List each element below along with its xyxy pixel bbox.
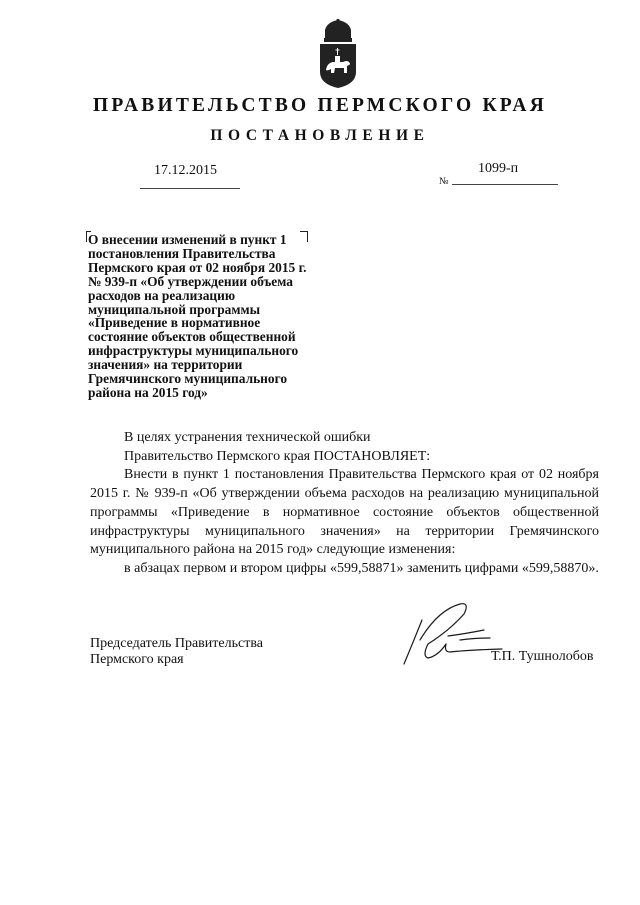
subject-line: «Приведение в нормативное — [88, 315, 261, 331]
subject-line: № 939-п «Об утверждении объема — [88, 273, 293, 289]
subject-line: района на 2015 год» — [88, 384, 208, 400]
document-date: 17.12.2015 — [154, 163, 217, 178]
subject-line: состояние объектов общественной — [88, 329, 296, 345]
coat-of-arms-icon — [317, 18, 359, 90]
signer-position-line: Председатель Правительства — [90, 636, 263, 651]
subject-line: инфраструктуры муниципального — [88, 343, 299, 359]
number-sign: № — [439, 176, 449, 187]
government-title: ПРАВИТЕЛЬСТВО ПЕРМСКОГО КРАЯ — [93, 95, 547, 116]
subject-line: Пермского края от 02 ноября 2015 г. — [88, 259, 307, 275]
date-underline — [140, 188, 240, 189]
subject-line: муниципальной программы — [88, 301, 261, 317]
body-paragraph-resolves: Правительство Пермского края ПОСТАНОВЛЯЕТ: — [124, 448, 431, 464]
subject-line: О внесении изменений в пункт 1 — [88, 232, 287, 247]
subject-line: значения» на территории — [88, 357, 243, 373]
subject-line: постановления Правительства — [88, 245, 276, 261]
signer-position — [90, 636, 263, 667]
body-paragraph-reason: В целях устранения технической ошибки — [124, 430, 371, 445]
signer-position-line: Пермского края — [90, 651, 184, 667]
body-paragraph-change: в абзацах первом и втором цифры «599,58871» заменить цифрами «599,58870». — [124, 560, 599, 576]
document-body — [90, 429, 599, 579]
number-underline — [452, 184, 558, 185]
subject-line: Гремячинского муниципального — [88, 371, 288, 387]
document-subject — [88, 233, 350, 400]
document-type: ПОСТАНОВЛЕНИЕ — [210, 127, 430, 144]
body-paragraph-amendment: Внести в пункт 1 постановления Правительства Пермского края от 02 ноября 2015 г. № 939-п «Об утверждении объема расходов на реализацию муниципальной программы «Приведение в нормативное состояние объектов общественной инфраструктуры муниципального значения» на территории Гремячинского муниципального района на 2015 год» следующие изменения: — [90, 467, 599, 558]
document-number: 1099-п — [478, 161, 519, 176]
subject-line: расходов на реализацию — [88, 287, 236, 303]
signer-name: Т.П. Тушнолобов — [491, 649, 594, 664]
